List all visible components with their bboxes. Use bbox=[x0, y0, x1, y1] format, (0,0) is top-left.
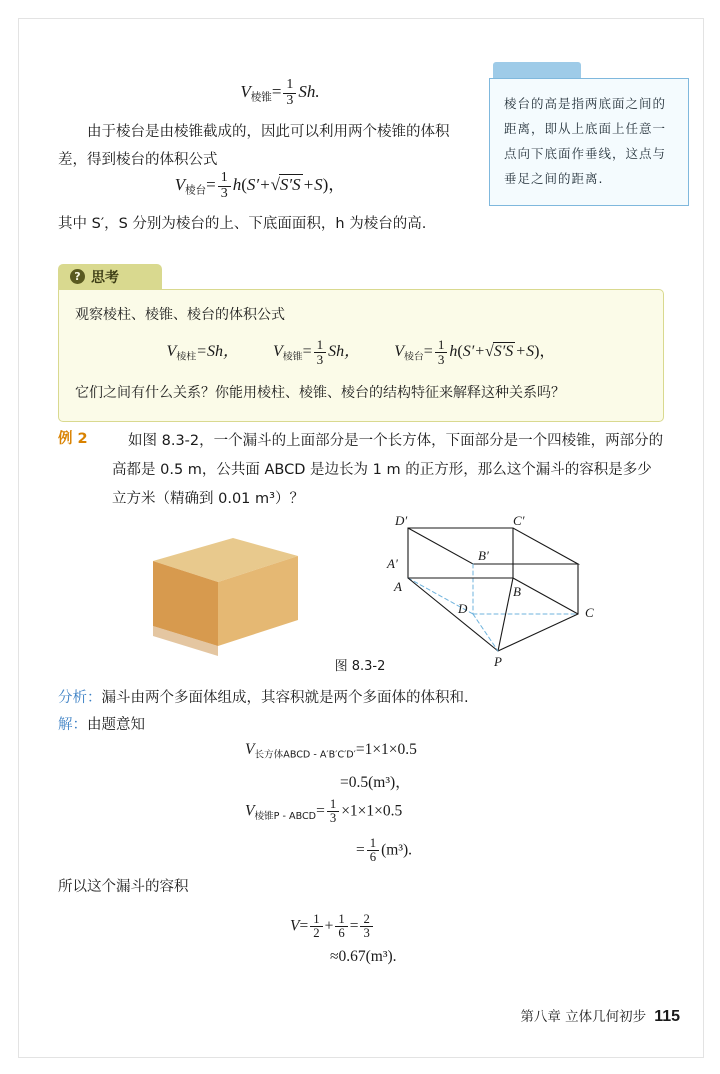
label-A: A bbox=[394, 579, 402, 594]
label-D-prime: D′ bbox=[395, 516, 408, 528]
fraction-one-half: $\frac{1}{2}$ bbox=[310, 913, 322, 941]
paragraph-notation-explain: 其中 S′，S 分别为棱台的上、下底面面积，h 为棱台的高. bbox=[58, 216, 427, 232]
formula-equals: = bbox=[271, 82, 282, 102]
analysis-keyword: 分析： bbox=[58, 690, 102, 706]
analysis-line bbox=[58, 686, 469, 707]
equation-cuboid-volume bbox=[245, 741, 417, 760]
formula-paren-close: ) bbox=[322, 175, 329, 194]
eq-plus: + bbox=[324, 917, 334, 935]
formula-h: h bbox=[232, 175, 242, 194]
footer-chapter: 第八章 立体几何初步 bbox=[520, 1009, 647, 1025]
formula-pyramid-volume bbox=[0, 78, 560, 108]
fraction-one-sixth: $\frac{1}{6}$ bbox=[335, 913, 347, 941]
label-D: D bbox=[458, 601, 468, 616]
formula-prism: $V_{棱柱}=Sh$， bbox=[166, 343, 239, 363]
eq-equals: = bbox=[316, 802, 325, 820]
formula-tail: Sh. bbox=[298, 82, 320, 102]
fraction-one-third: $\frac{1}{3}$ bbox=[435, 338, 448, 367]
note-card-tab bbox=[493, 62, 581, 78]
formula-pyramid: $V_{棱锥}=$ $\frac{1}{3}$ Sh， bbox=[272, 337, 361, 367]
equation-pyramid-volume bbox=[245, 798, 402, 826]
figure-svg bbox=[58, 516, 668, 676]
figure-8-3-2 bbox=[58, 516, 668, 676]
equation-cuboid-result: =0.5(m³)， bbox=[340, 774, 411, 791]
sqrt-symbol: √ bbox=[485, 343, 494, 360]
label-A-prime: A′ bbox=[387, 556, 398, 571]
equation-pyramid-result bbox=[356, 837, 412, 865]
formula-comma: ， bbox=[328, 175, 346, 195]
label-P: P bbox=[494, 654, 502, 669]
eq-subscript: 棱锥P - ABCD bbox=[254, 810, 317, 822]
solution-keyword: 解： bbox=[58, 717, 87, 733]
solid-diagram bbox=[408, 528, 578, 651]
formula-radicand: S′S bbox=[279, 175, 301, 194]
question-mark-icon: ? bbox=[70, 269, 85, 284]
note-card-text: 棱台的高是指两底面之间的距离，即从上底面上任意一点向下底面作垂线，这点与垂足之间的距离. bbox=[489, 78, 689, 206]
vertex-labels bbox=[386, 516, 594, 669]
think-box bbox=[58, 264, 664, 422]
think-line-2: 它们之间有什么关系？你能用棱柱、棱锥、棱台的结构特征来解释这种关系吗？ bbox=[75, 385, 565, 402]
formula-subscript: 棱锥 bbox=[250, 91, 272, 104]
think-box-title: 思考 bbox=[91, 269, 119, 286]
label-C-prime: C′ bbox=[513, 516, 525, 528]
formula-plus-s: +S bbox=[302, 175, 323, 194]
sqrt-symbol: √ bbox=[270, 175, 280, 194]
eq-subscript: 长方体ABCD - A′B′C′D′ bbox=[254, 749, 356, 761]
eq-symbol-V: V bbox=[290, 917, 300, 935]
formula-symbol-V: V bbox=[174, 175, 186, 194]
solid-photo bbox=[153, 538, 298, 656]
eq-equals-2: = bbox=[349, 917, 359, 935]
analysis-text: 漏斗由两个多面体组成，其容积就是两个多面体的体积和. bbox=[101, 690, 469, 706]
paragraph-frustum-intro: 由于棱台是由棱锥截成的，因此可以利用两个棱锥的体积差，得到棱台的体积公式 bbox=[58, 124, 450, 168]
eq-equals: = bbox=[299, 917, 309, 935]
think-formula-row bbox=[75, 337, 647, 370]
formula-paren-open: ( bbox=[241, 175, 247, 194]
eq-equals: = bbox=[356, 841, 365, 859]
formula-frustum-volume bbox=[0, 170, 520, 201]
formula-s-prime: S′+ bbox=[246, 175, 271, 194]
fraction-one-sixth: $\frac{1}{6}$ bbox=[367, 837, 379, 865]
fraction-one-third: $\frac{1}{3}$ bbox=[283, 78, 296, 108]
eq-body: ×1×1×0.5 bbox=[341, 802, 403, 820]
think-box-tab bbox=[58, 264, 162, 289]
label-C: C bbox=[585, 605, 594, 620]
page-number: 115 bbox=[654, 1008, 680, 1025]
formula-equals: = bbox=[206, 175, 216, 194]
formula-frustum-inline: $V_{棱台}=$ $\frac{1}{3}$ h(S′+√S′S +S)， bbox=[394, 337, 556, 367]
example-label: 例 2 bbox=[58, 431, 88, 447]
fraction-one-third: $\frac{1}{3}$ bbox=[218, 171, 231, 201]
conclusion-text: 所以这个漏斗的容积 bbox=[58, 879, 189, 895]
equation-total-approx: ≈0.67(m³). bbox=[330, 948, 397, 965]
fraction-two-thirds: $\frac{2}{3}$ bbox=[360, 913, 372, 941]
fraction-one-third: $\frac{1}{3}$ bbox=[327, 798, 339, 826]
formula-subscript: 棱台 bbox=[185, 184, 207, 197]
example-text: 如图 8.3-2，一个漏斗的上面部分是一个长方体，下面部分是一个四棱锥，两部分的高都是 0.5 m，公共面 ABCD 是边长为 1 m 的正方形，那么这个漏斗的容积是多少立方米（精确到 0.01 m³）？ bbox=[112, 433, 664, 507]
think-box-body bbox=[58, 289, 664, 422]
label-B-prime: B′ bbox=[478, 548, 489, 563]
label-B: B bbox=[513, 584, 521, 599]
figure-caption: 图 8.3-2 bbox=[334, 659, 386, 674]
eq-body: (m³). bbox=[381, 841, 413, 859]
solution-text: 由题意知 bbox=[87, 717, 145, 733]
formula-symbol-V: V bbox=[240, 82, 251, 102]
eq-symbol-V: V bbox=[245, 741, 255, 758]
think-line-1: 观察棱柱、棱锥、棱台的体积公式 bbox=[75, 307, 285, 323]
page-footer bbox=[520, 1005, 680, 1026]
equation-total-volume bbox=[290, 913, 375, 941]
solution-line bbox=[58, 713, 145, 734]
eq-body: =1×1×0.5 bbox=[355, 741, 417, 758]
eq-symbol-V: V bbox=[245, 802, 255, 820]
fraction-one-third: $\frac{1}{3}$ bbox=[314, 338, 327, 367]
